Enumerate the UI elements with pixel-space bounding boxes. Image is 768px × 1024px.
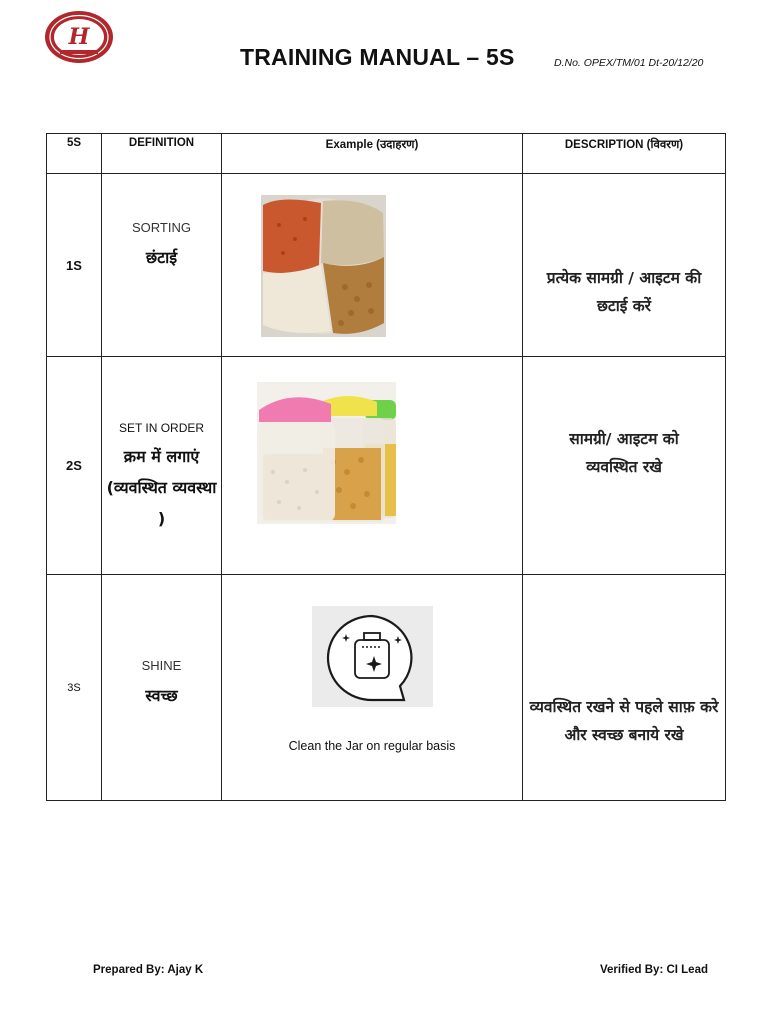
prepared-by: Prepared By: Ajay K [93, 964, 204, 976]
table-row [47, 357, 726, 575]
company-logo [44, 10, 114, 64]
definition-english: SHINE [141, 658, 182, 674]
definition-english: SORTING [132, 219, 191, 235]
row-number: 2S [47, 357, 102, 575]
page-title: TRAINING MANUAL – 5S [240, 44, 515, 70]
description-cell [523, 174, 726, 357]
example-cell [222, 575, 523, 801]
storage-jars-photo [257, 382, 396, 524]
description-cell [523, 357, 726, 575]
definition-cell [102, 357, 222, 575]
definition-cell [102, 575, 222, 801]
svg-text:H: H [68, 24, 90, 50]
document-number: D.No. OPEX/TM/01 Dt-20/12/20 [554, 57, 704, 69]
description-cell [523, 575, 726, 801]
verified-by: Verified By: CI Lead [600, 964, 709, 976]
header-description: DESCRIPTION (विवरण) [523, 134, 726, 174]
description-text: प्रत्येक सामग्री / आइटम की छटाई करें [546, 269, 702, 315]
training-table [46, 133, 726, 801]
definition-hindi: क्रम में लगाएं (व्यवस्थित व्यवस्था ) [106, 446, 217, 529]
assorted-grains-photo [261, 195, 386, 337]
table-row [47, 174, 726, 357]
row-number: 1S [47, 174, 102, 357]
example-caption: Clean the Jar on regular basis [288, 739, 456, 753]
definition-cell [102, 174, 222, 357]
example-cell [222, 357, 523, 575]
header-5s: 5S [47, 134, 102, 174]
row-number: 3S [47, 575, 102, 801]
definition-hindi: स्वच्छ [145, 686, 178, 706]
description-text: व्यवस्थित रखने से पहले साफ़ करे और स्वच्छ बनाये रखे [529, 698, 719, 744]
header-example: Example (उदाहरण) [222, 134, 523, 174]
table-header-row [47, 134, 726, 174]
example-cell [222, 174, 523, 357]
header-definition: DEFINITION [102, 134, 222, 174]
definition-english: SET IN ORDER [118, 420, 205, 435]
clean-jar-icon [312, 606, 433, 707]
table-row [47, 575, 726, 801]
description-text: सामग्री/ आइटम को व्यवस्थित रखे [569, 430, 679, 476]
definition-hindi: छंटाई [145, 247, 178, 267]
